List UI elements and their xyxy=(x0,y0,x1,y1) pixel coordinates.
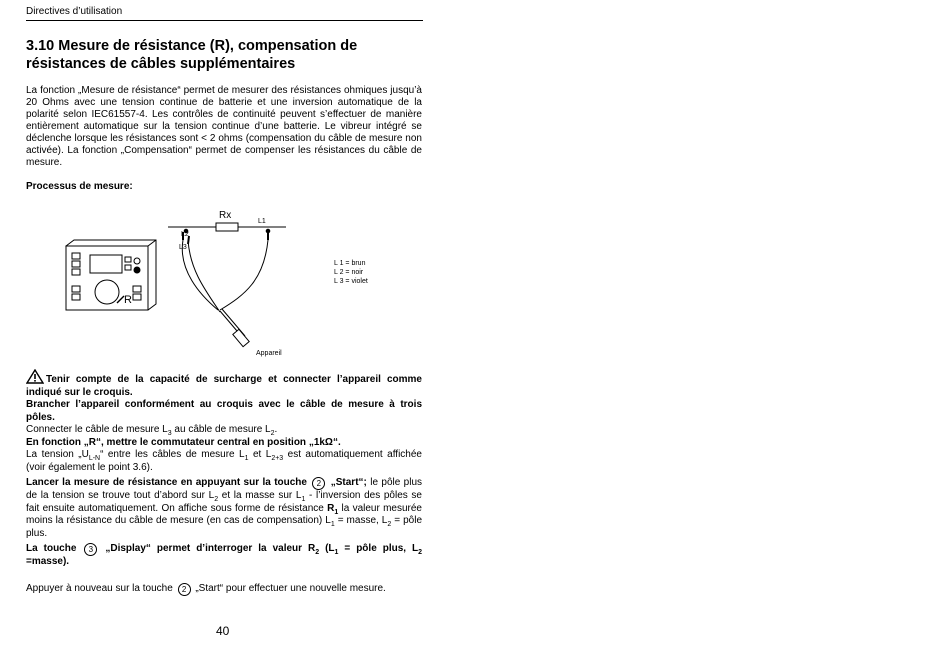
connect-heading: Brancher l’appareil conformément au croquis avec le câble de mesure à trois pôles. xyxy=(26,399,422,423)
l2-label: L2 xyxy=(181,231,189,238)
launch-text-b: et la masse sur L xyxy=(218,490,302,501)
appareil-label: Appareil xyxy=(256,350,282,357)
instructions-block xyxy=(26,369,422,596)
rx-label: Rx xyxy=(219,210,232,221)
again-text-b: „Start“ pour effectuer une nouvelle mesure. xyxy=(195,582,386,594)
display-paragraph xyxy=(26,543,422,569)
display-text-c: (L xyxy=(319,543,335,554)
launch-bold-b: „Start“; xyxy=(330,477,367,488)
section-title-line2: résistances de câbles supplémentaires xyxy=(26,56,296,72)
connect-paragraph xyxy=(26,424,422,437)
launch-sub-4: 2 xyxy=(387,521,392,528)
page-number: 40 xyxy=(216,624,230,638)
launch-text-e: = masse, L xyxy=(334,515,388,526)
l1-label: L1 xyxy=(258,218,266,225)
display-sub-3: 2 xyxy=(418,549,423,556)
page-header: Directives d’utilisation xyxy=(26,6,423,21)
function-heading: En fonction „R“, mettre le commutateur central en position „1kΩ“. xyxy=(26,436,341,448)
display-sub-1: 2 xyxy=(315,549,320,556)
connection-diagram xyxy=(60,200,400,365)
launch-bold-a: Lancer la mesure de résistance en appuyant sur la touche xyxy=(26,477,307,488)
circuit-wiring xyxy=(168,223,286,347)
tension-sub-1: L-N xyxy=(88,455,101,462)
launch-text-f: = pôle plus. xyxy=(26,515,423,539)
section-title-line1: 3.10 Mesure de résistance (R), compensation de xyxy=(26,38,358,54)
warning-paragraph xyxy=(26,369,422,399)
launch-text-a: le pôle plus de la tension se trouve tout d’abord sur L xyxy=(26,477,422,501)
warning-text: Tenir compte de la capacité de surcharge et connecter l’appareil comme indiqué sur le croquis. xyxy=(26,374,422,398)
tension-text-c: et L xyxy=(248,449,272,460)
legend-l1: L 1 = brun xyxy=(334,260,366,267)
tension-sub-3: 2+3 xyxy=(271,455,284,462)
connect-sub-1: 3 xyxy=(167,430,172,437)
launch-paragraph xyxy=(26,477,422,540)
intro-paragraph: La fonction „Mesure de résistance“ permet de mesurer des résistances ohmiques jusqu’à 20 Ohms avec une tension continue de batterie et une inversion automatique de la polarité selon IEC61557-4. Les contrôles de continuité peuvent s’effectuer de manière entièrement automatique sur la tension continue d’une batterie. Le vibreur intégré se déclenche lorsque les résistances sont < 2 ohms (compensation du câble de mesure non activée). La fonction „Compensation“ permet de compenser les résistances du câble de mesure. xyxy=(26,85,422,168)
launch-sub-3: 1 xyxy=(330,521,335,528)
connect-text-a: Connecter le câble de mesure L xyxy=(26,424,168,435)
display-text-e: =masse). xyxy=(26,556,70,567)
connect-sub-2: 2 xyxy=(270,430,275,437)
circled-2-icon: 2 xyxy=(178,583,191,596)
l3-label: L3 xyxy=(179,244,187,251)
launch-r1-sub: 1 xyxy=(334,508,339,516)
process-heading: Processus de mesure: xyxy=(26,181,133,192)
tension-sub-2: 1 xyxy=(244,455,249,462)
legend-l2: L 2 = noir xyxy=(334,269,364,276)
display-text-b: „Display“ permet d’interroger la valeur R xyxy=(105,543,316,554)
connect-text-b: au câble de mesure L xyxy=(171,424,271,435)
device-illustration xyxy=(66,240,156,310)
circled-2-icon: 2 xyxy=(312,477,325,490)
display-sub-2: 1 xyxy=(334,549,339,556)
tension-text-b: “ entre les câbles de mesure L xyxy=(100,449,245,460)
launch-sub-2: 1 xyxy=(301,496,306,503)
launch-text-c: - l’inversion des pôles se fait ensuite automatiquement. On affiche sous forme de résistance xyxy=(26,490,422,514)
legend-l3: L 3 = violet xyxy=(334,278,368,285)
tension-paragraph xyxy=(26,449,422,474)
warning-icon xyxy=(26,369,44,384)
launch-sub-1: 2 xyxy=(214,496,219,503)
again-paragraph xyxy=(26,583,422,596)
device-r-label: R xyxy=(124,294,132,306)
launch-text-d: la valeur mesurée moins la résistance du câble de mesure (en cas de compensation) L xyxy=(26,502,422,526)
tension-text-a: La tension „U xyxy=(26,449,89,460)
tension-text-d: est automatiquement affichée (voir également le point 3.6). xyxy=(26,449,422,473)
display-text-d: = pôle plus, L xyxy=(338,543,419,554)
connect-text-c: . xyxy=(274,424,278,435)
again-text-a: Appuyer à nouveau sur la touche xyxy=(26,582,173,594)
launch-r1: R xyxy=(327,502,335,514)
section-title xyxy=(26,37,423,73)
circled-3-icon: 3 xyxy=(84,543,97,556)
display-text-a: La touche xyxy=(26,543,77,554)
